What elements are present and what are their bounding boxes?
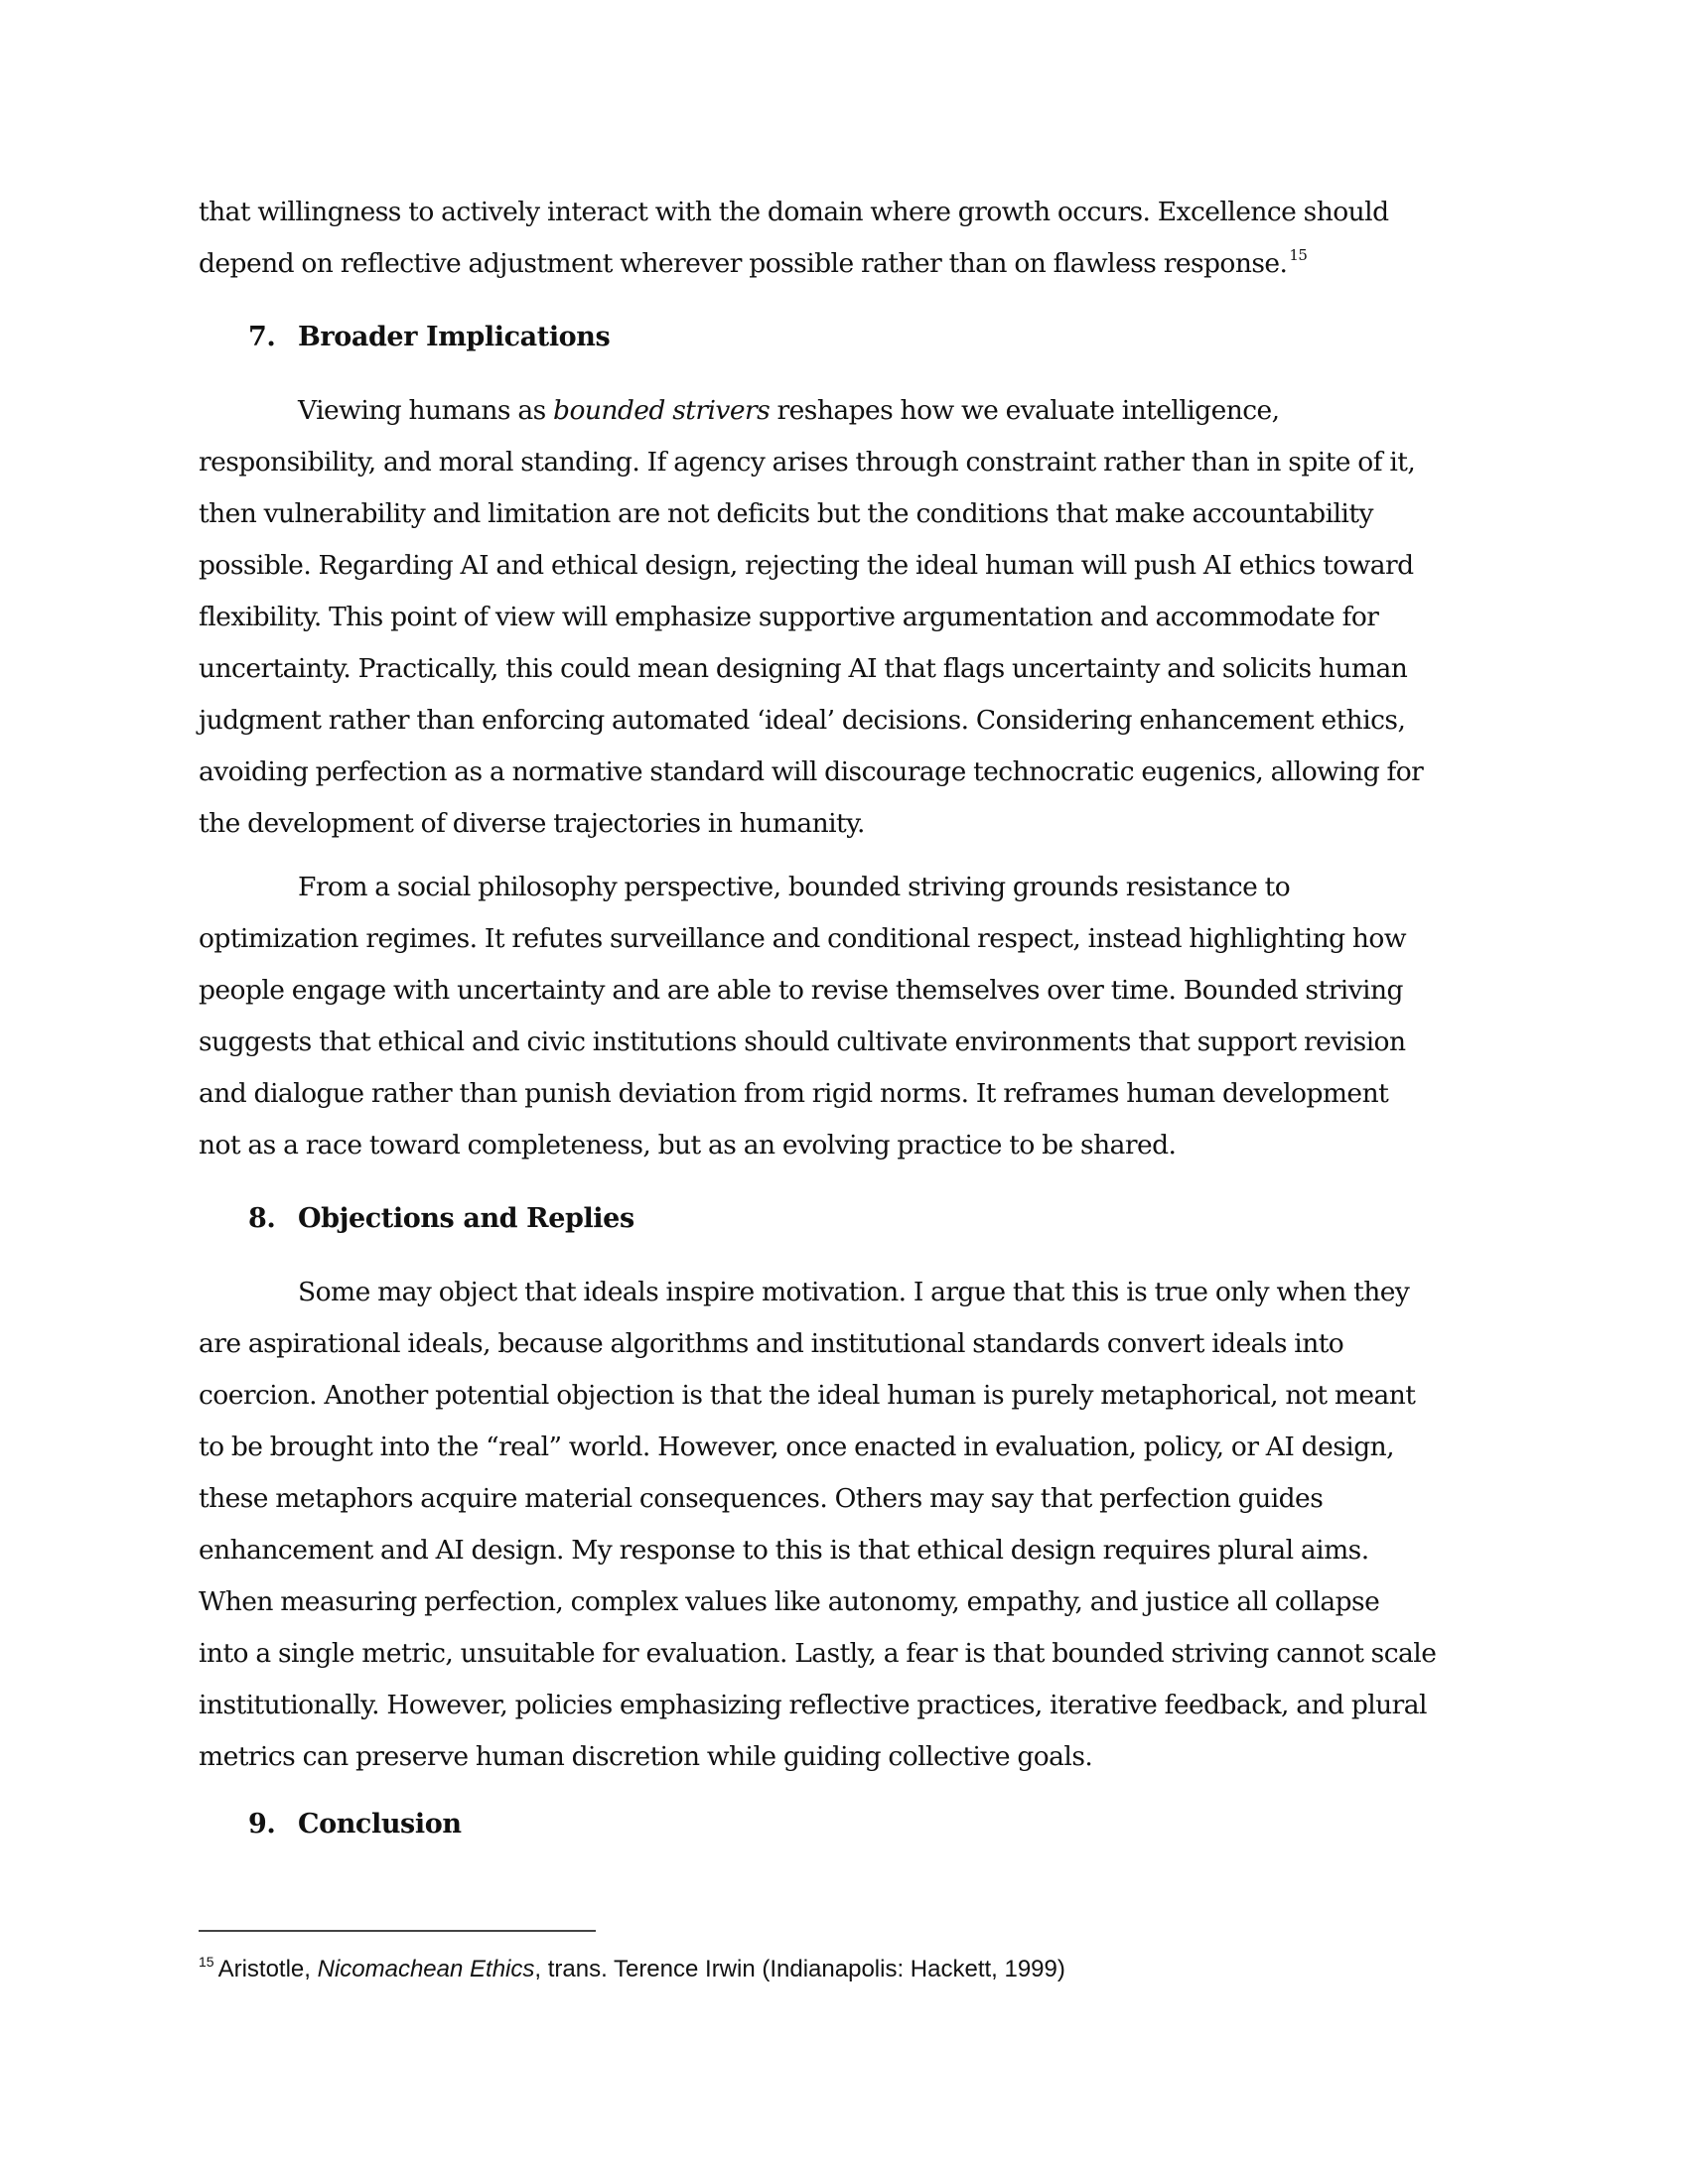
section-title: Objections and Replies (298, 1203, 634, 1234)
continuation-line (199, 248, 1307, 280)
footnote-work-title: Nicomachean Ethics (317, 1956, 535, 1982)
paragraph-line: possible. Regarding AI and ethical design, rejecting the ideal human will push AI ethics toward (199, 550, 1414, 581)
section-number: 8. (248, 1203, 276, 1234)
footnote-number: 15 (199, 1954, 214, 1970)
section-number: 9. (248, 1809, 276, 1840)
paragraph-line: enhancement and AI design. My response to this is that ethical design requires plural aims. (199, 1535, 1369, 1566)
paragraph-line: metrics can preserve human discretion while guiding collective goals. (199, 1741, 1093, 1772)
paragraph-line: the development of diverse trajectories in humanity. (199, 808, 865, 839)
paragraph-line: uncertainty. Practically, this could mean designing AI that flags uncertainty and solicits human (199, 653, 1408, 684)
text-run: Viewing humans as (298, 395, 554, 426)
italic-term: bounded strivers (553, 395, 771, 426)
paragraph-line: institutionally. However, policies emphasizing reflective practices, iterative feedback, and plural (199, 1690, 1427, 1720)
footnote-reference[interactable]: 15 (1289, 246, 1308, 264)
paragraph-line: not as a race toward completeness, but as an evolving practice to be shared. (199, 1130, 1177, 1160)
footnote-author: Aristotle, (217, 1956, 318, 1982)
paragraph-line: to be brought into the “real” world. However, once enacted in evaluation, policy, or AI design, (199, 1432, 1395, 1462)
section-heading (0, 322, 1688, 353)
paragraph-line: coercion. Another potential objection is that the ideal human is purely metaphorical, not meant (199, 1380, 1416, 1411)
paragraph-line: into a single metric, unsuitable for evaluation. Lastly, a fear is that bounded striving cannot scale (199, 1638, 1437, 1669)
paragraph-line (298, 395, 1280, 427)
paragraph-line: responsibility, and moral standing. If agency arises through constraint rather than in spite of it, (199, 447, 1416, 478)
footnote-citation: , trans. Terence Irwin (Indianapolis: Hackett, 1999) (534, 1956, 1065, 1982)
section-heading (0, 1809, 1688, 1841)
paragraph-line: optimization regimes. It refutes surveillance and conditional respect, instead highlighting how (199, 923, 1406, 954)
paragraph-line: and dialogue rather than punish deviation from rigid norms. It reframes human development (199, 1078, 1389, 1109)
paragraph-line: then vulnerability and limitation are not deficits but the conditions that make accountability (199, 498, 1373, 529)
section-heading (0, 1203, 1688, 1235)
section-title: Broader Implications (298, 322, 611, 352)
paragraph-line: Some may object that ideals inspire motivation. I argue that this is true only when they (298, 1277, 1410, 1307)
section-number: 7. (248, 322, 276, 352)
paragraph-line: these metaphors acquire material consequences. Others may say that perfection guides (199, 1483, 1324, 1514)
footnote-separator (199, 1930, 596, 1932)
continuation-line-text: depend on reflective adjustment wherever possible rather than on flawless response. (199, 248, 1288, 279)
paragraph-line: people engage with uncertainty and are able to revise themselves over time. Bounded striving (199, 975, 1403, 1006)
paragraph-line: are aspirational ideals, because algorithms and institutional standards convert ideals into (199, 1328, 1344, 1359)
paragraph-line: From a social philosophy perspective, bounded striving grounds resistance to (298, 872, 1291, 902)
section-title: Conclusion (298, 1809, 462, 1840)
paragraph-line: suggests that ethical and civic institutions should cultivate environments that support revision (199, 1026, 1406, 1057)
paragraph-line: judgment rather than enforcing automated ‘ideal’ decisions. Considering enhancement ethics, (199, 705, 1406, 736)
footnote (199, 1955, 1065, 1984)
continuation-line: that willingness to actively interact with the domain where growth occurs. Excellence should (199, 197, 1389, 227)
paragraph-line: flexibility. This point of view will emphasize supportive argumentation and accommodate for (199, 602, 1379, 632)
paragraph-line: When measuring perfection, complex values like autonomy, empathy, and justice all collapse (199, 1586, 1380, 1617)
text-run: reshapes how we evaluate intelligence, (770, 395, 1280, 426)
paragraph-line: avoiding perfection as a normative standard will discourage technocratic eugenics, allowing for (199, 756, 1424, 787)
